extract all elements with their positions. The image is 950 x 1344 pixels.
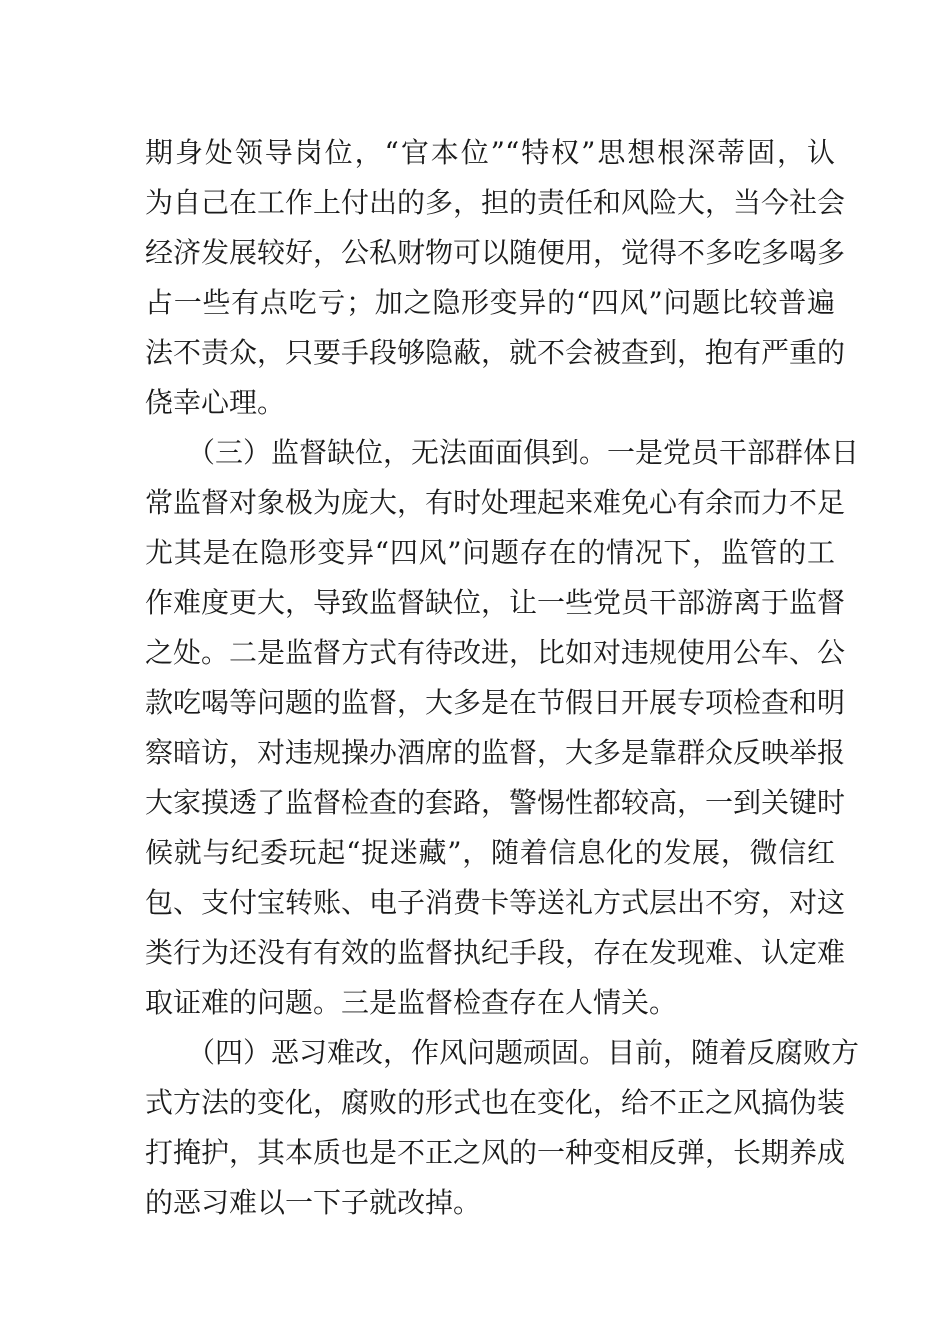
text-line-3: 经济发展较好，公私财物可以随便用，觉得不多吃多喝多 [145,236,846,269]
text-line-14: 大家摸透了监督检查的套路，警惕性都较高，一到关键时 [145,786,846,819]
text-line-17: 类行为还没有有效的监督执纪手段，存在发现难、认定难 [145,936,846,969]
text-line-1: 期身处领导岗位，“官本位”“特权”思想根深蒂固，认 [145,136,835,169]
text-line-22: 的恶习难以一下子就改掉。 [145,1186,482,1219]
text-line-9: 尤其是在隐形变异“四风”问题存在的情况下，监管的工 [145,536,835,569]
text-line-4: 占一些有点吃亏；加之隐形变异的“四风”问题比较普遍 [145,286,835,319]
text-line-15: 候就与纪委玩起“捉迷藏”，随着信息化的发展，微信红 [145,836,835,869]
paragraph-heading-4: （四）恶习难改，作风问题顽固。目前，随着反腐败方 [187,1036,860,1069]
text-line-2: 为自己在工作上付出的多，担的责任和风险大，当今社会 [145,186,846,219]
text-line-12: 款吃喝等问题的监督，大多是在节假日开展专项检查和明 [145,686,846,719]
text-line-11: 之处。二是监督方式有待改进，比如对违规使用公车、公 [145,636,846,669]
text-line-13: 察暗访，对违规操办酒席的监督，大多是靠群众反映举报 [145,736,846,769]
text-line-5: 法不责众，只要手段够隐蔽，就不会被查到，抱有严重的 [145,336,846,369]
text-line-16: 包、支付宝转账、电子消费卡等送礼方式层出不穷，对这 [145,886,846,919]
text-line-10: 作难度更大，导致监督缺位，让一些党员干部游离于监督 [145,586,846,619]
paragraph-heading-3: （三）监督缺位，无法面面俱到。一是党员干部群体日 [187,436,860,469]
text-line-8: 常监督对象极为庞大，有时处理起来难免心有余而力不足 [145,486,846,519]
text-line-18: 取证难的问题。三是监督检查存在人情关。 [145,986,678,1019]
text-line-21: 打掩护，其本质也是不正之风的一种变相反弹，长期养成 [145,1136,846,1169]
text-line-6: 侥幸心理。 [145,386,286,419]
text-line-20: 式方法的变化，腐败的形式也在变化，给不正之风搞伪装 [145,1086,846,1119]
